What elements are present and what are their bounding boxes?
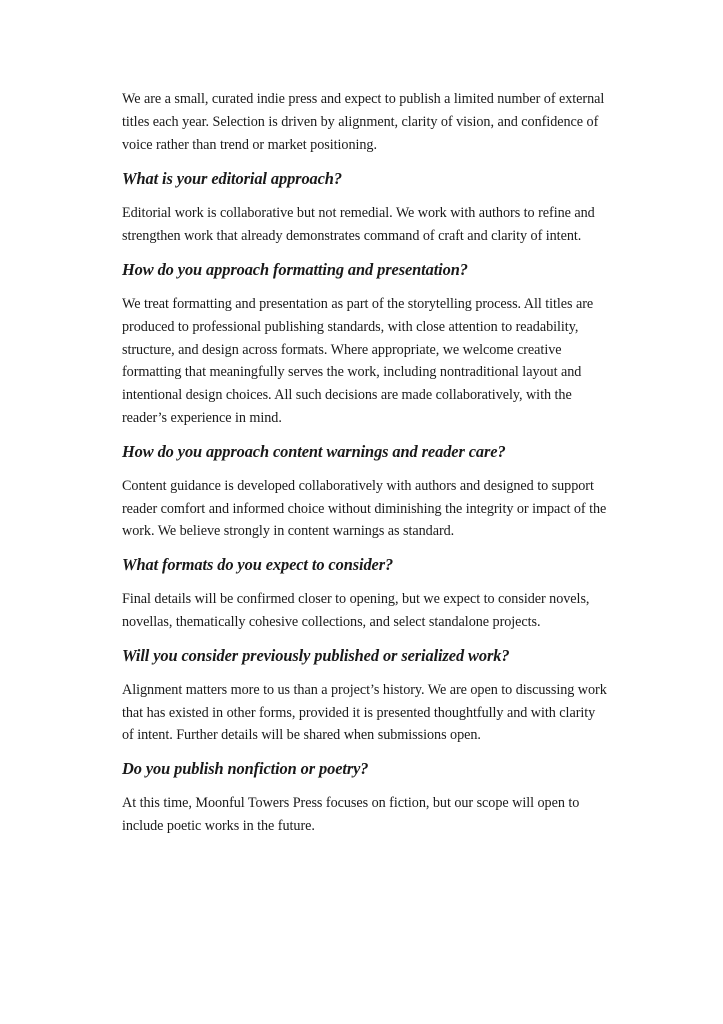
faq-question-content-warnings: How do you approach content warnings and reader care? (122, 441, 506, 461)
faq-question-previously-published: Will you consider previously published or serialized work? (122, 645, 510, 665)
faq-answer-nonfiction-poetry: At this time, Moonful Towers Press focuses on fiction, but our scope will open to include poetic works in the future. (122, 795, 580, 834)
faq-question-formatting: How do you approach formatting and presentation? (122, 259, 468, 279)
faq-answer-previously-published: Alignment matters more to us than a project’s history. We are open to discussing work that has existed in other forms, provided it is presented thoughtfully and with clarity of intent. Further details will be shared when submissions open. (122, 681, 607, 744)
faq-question-nonfiction-poetry: Do you publish nonfiction or poetry? (122, 759, 369, 779)
faq-answer-editorial-approach: Editorial work is collaborative but not remedial. We work with authors to refine and strengthen work that already demonstrates command of craft and clarity of intent. (122, 205, 595, 245)
faq-question-editorial-approach: What is your editorial approach? (122, 169, 342, 189)
faq-document (122, 88, 607, 849)
faq-answer-formatting: We treat formatting and presentation as part of the storytelling process. All titles are produced to professional publishing standards, with close attention to readability, structure, and design across formats. Where appropriate, we welcome creative formatting that meaningfully serves the work, including nontraditional layout and intentional design choices. All such decisions are made collaboratively, with the reader’s experience in mind. (122, 295, 594, 426)
faq-question-formats: What formats do you expect to consider? (122, 555, 394, 575)
intro-paragraph: We are a small, curated indie press and expect to publish a limited number of external titles each year. Selection is driven by alignment, clarity of vision, and confidence of voice rather than trend or market positioning. (122, 91, 605, 153)
faq-answer-content-warnings: Content guidance is developed collaboratively with authors and designed to support reader comfort and informed choice without diminishing the integrity or impact of the work. We believe strongly in content warnings as standard. (122, 477, 607, 540)
faq-answer-formats: Final details will be confirmed closer to opening, but we expect to consider novels, novellas, thematically cohesive collections, and select standalone projects. (122, 591, 590, 630)
